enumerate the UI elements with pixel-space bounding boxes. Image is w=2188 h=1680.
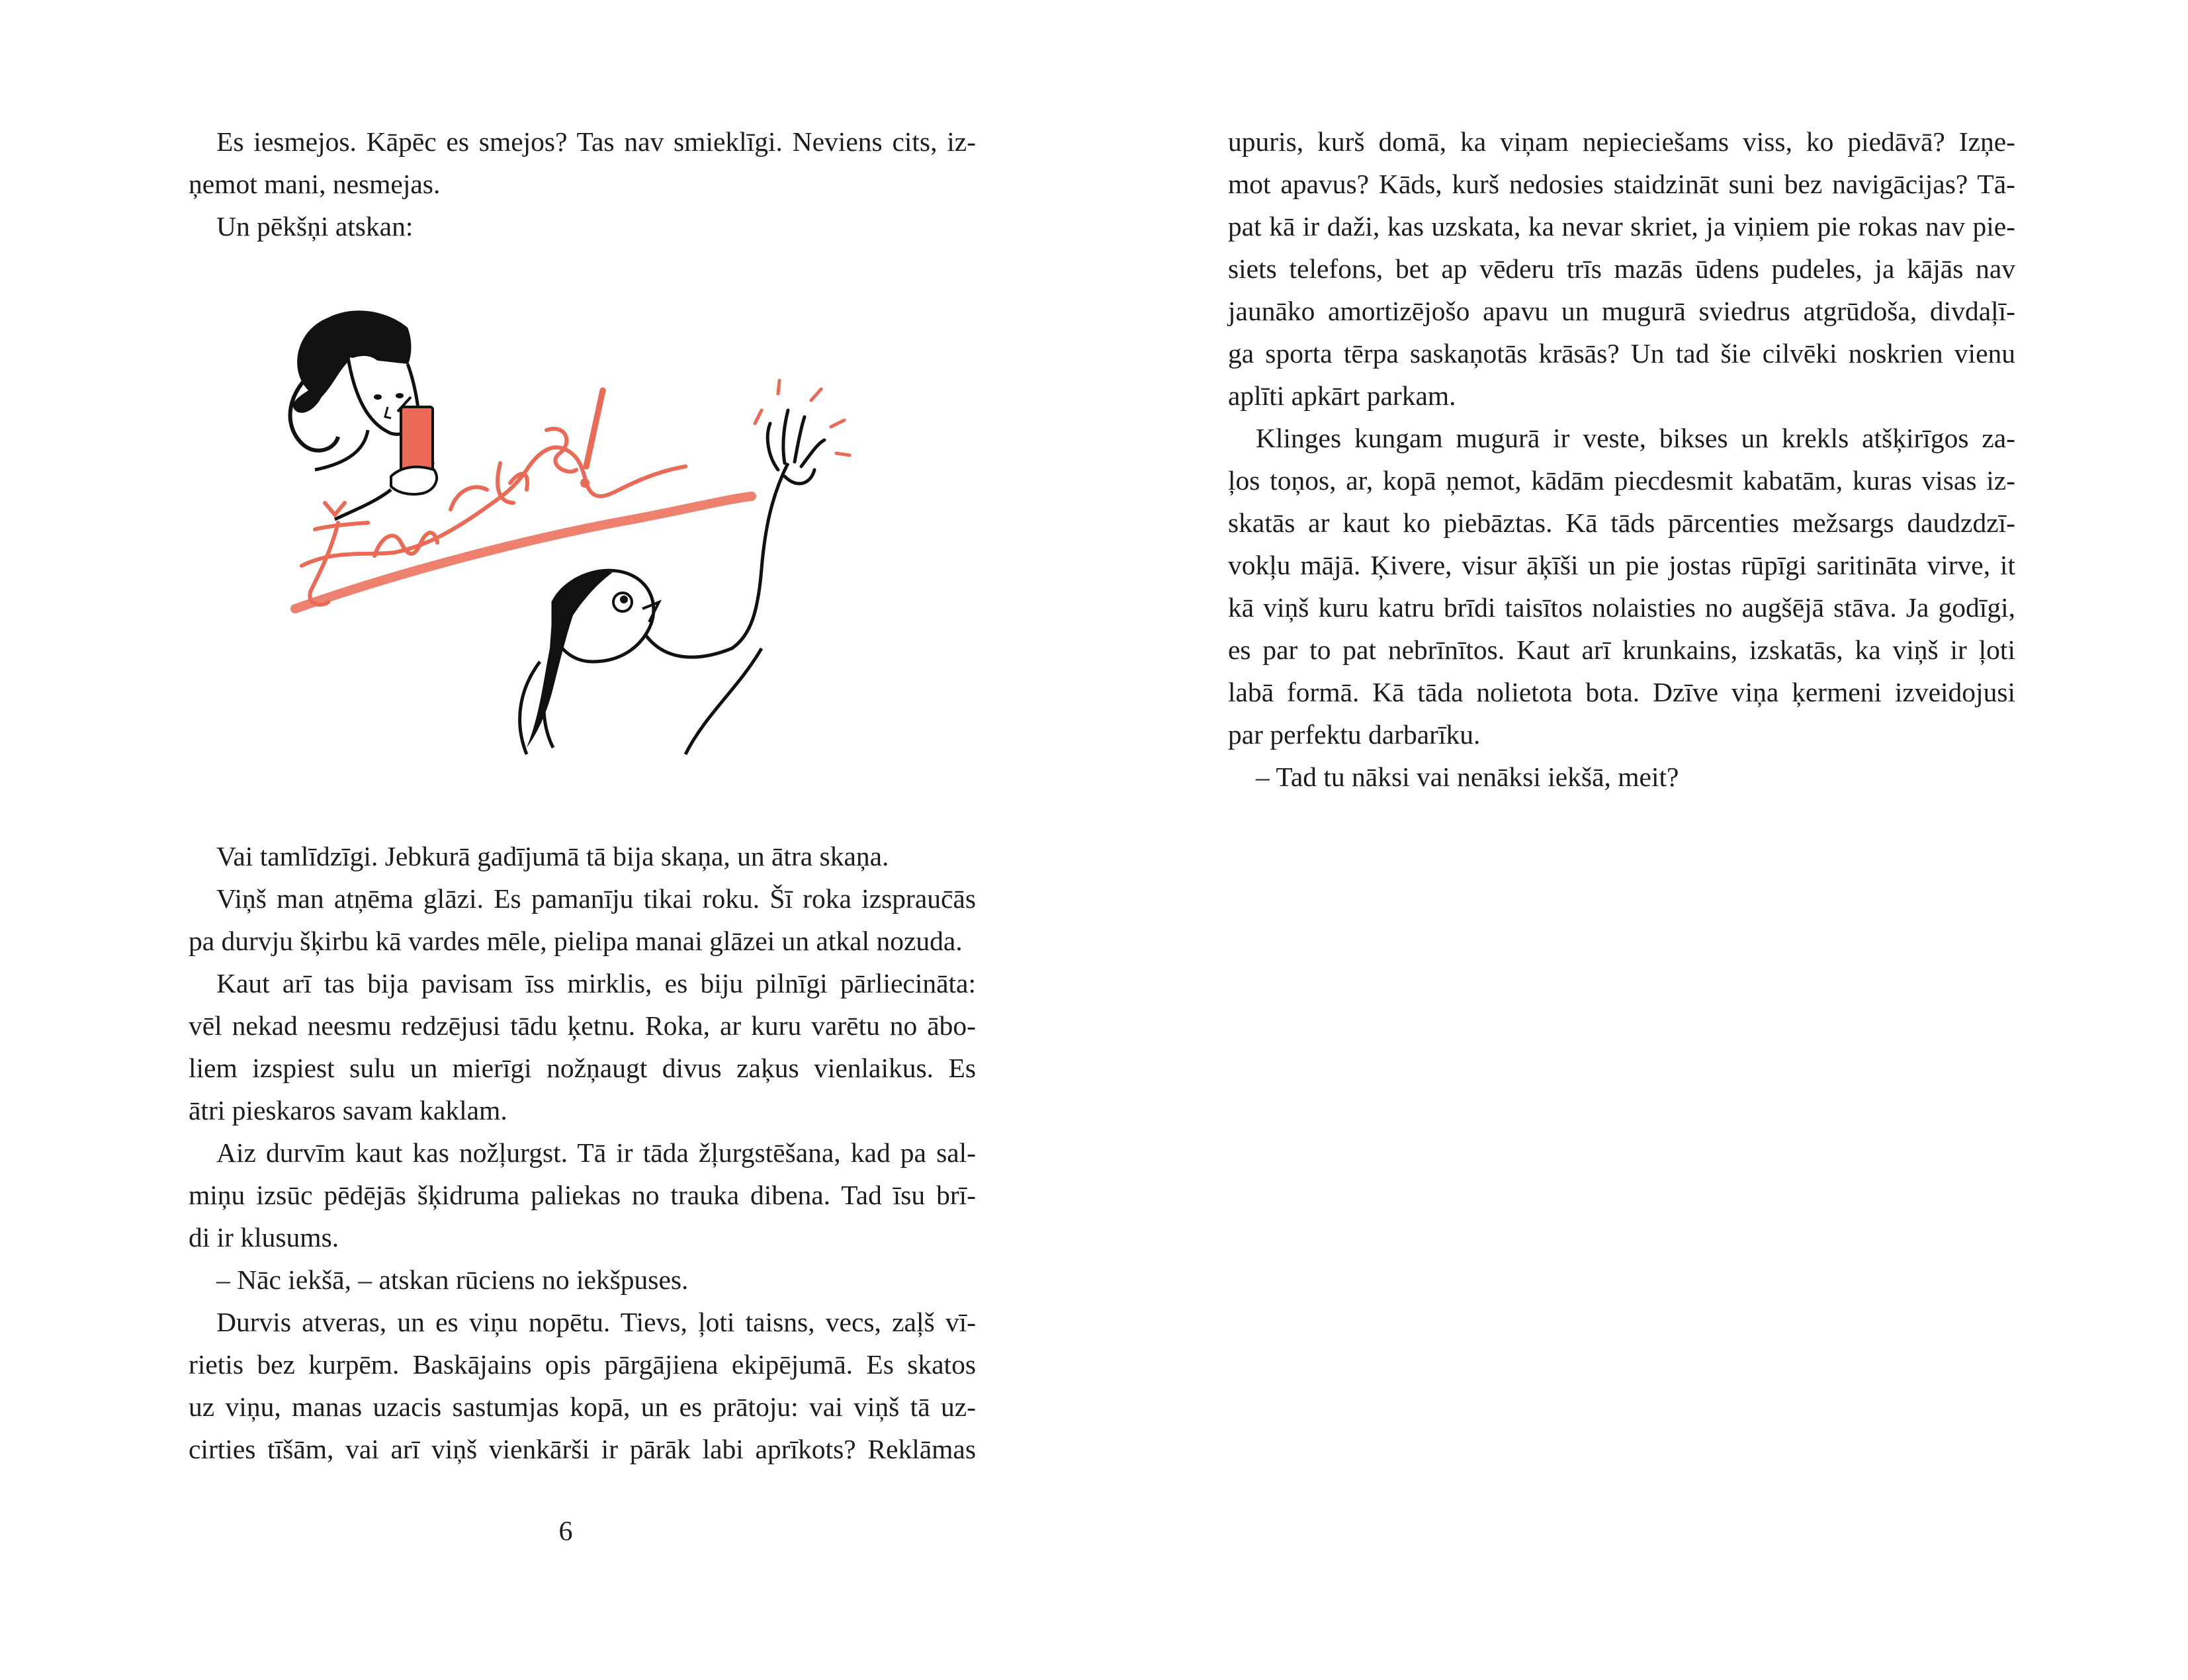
text-line: liem izspiest sulu un mierīgi nožņaugt divus zaķus vienlaikus. Es	[189, 1053, 976, 1083]
girl-reaching-figure	[520, 380, 850, 754]
text-line: upuris, kurš domā, ka viņam nepieciešams viss, ko piedāvā? Izņe-	[1228, 126, 2015, 157]
text-line: ātri pieskaros savam kaklam.	[189, 1095, 507, 1126]
text-line: Aiz durvīm kaut kas nožļurgst. Tā ir tāda žļurgstēšana, kad pa sal-	[216, 1137, 976, 1168]
text-line: siets telefons, bet ap vēderu trīs mazās ūdens pudeles, ja kājās nav	[1228, 253, 2015, 284]
text-line: Viņš man atņēma glāzi. Es pamanīju tikai roku. Šī roka izsprauc̄ās	[216, 883, 976, 914]
text-line: – Nāc iekšā, – atskan rūciens no iekšpuses.	[216, 1264, 689, 1295]
text-line: rietis bez kurpēm. Baskājains opis pārgājiena ekipējumā. Es skatos	[189, 1349, 976, 1380]
text-line: miņu izsūc pēdējās šķidruma paliekas no trauka dibena. Tad īsu brī-	[189, 1180, 976, 1210]
text-line: ga sporta tērpa saskaņotās krāsās? Un tad šie cilvēki noskrien vienu	[1228, 338, 2015, 369]
text-line: pa durvju šķirbu kā vardes mēle, pielipa manai glāzei un atkal nozuda.	[189, 926, 963, 956]
text-line: es par to pat nebrīnītos. Kaut arī krunkains, izskatās, ka viņš ir ļoti	[1228, 635, 2015, 665]
left-top-text	[189, 120, 976, 247]
text-line: par perfektu darbarīku.	[1228, 719, 1481, 750]
text-line: ļos toņos, ar, kopā ņemot, kādām piecdesmit kabatām, kuras visas iz-	[1228, 465, 2015, 496]
text-line: Un pēkšņi atskan:	[216, 211, 414, 242]
text-line: Es iesmejos. Kāpēc es smejos? Tas nav smieklīgi. Neviens cits, iz-	[216, 126, 976, 157]
text-line: ņemot mani, nesmejas.	[189, 169, 441, 199]
text-line: mot apavus? Kāds, kurš nedosies staidzināt suni bez navigācijas? Tā-	[1228, 169, 2015, 199]
text-line: vokļu mājā. Ķivere, visur āķīši un pie jostas rūpīgi saritināta virve, it	[1228, 550, 2015, 580]
right-page	[1094, 0, 2188, 1680]
text-line: vēl nekad neesmu redzējusi tādu ķetnu. Roka, ar kuru varētu no ābo-	[189, 1010, 976, 1041]
page-number: 6	[558, 1517, 573, 1547]
left-bottom-text	[189, 835, 976, 1470]
right-text	[1228, 120, 2015, 798]
illustration	[275, 291, 912, 807]
text-line: skatās ar kaut ko piebāztas. Kā tāds pārcenties mežsargs daudzdzī-	[1228, 508, 2015, 538]
text-line: labā formā. Kā tāda nolietota bota. Dzīve viņa ķermeni izveidojusi	[1228, 677, 2015, 707]
text-line: kā viņš kuru katru brīdi taisītos nolaisties no augšējā stāva. Ja godīgi,	[1228, 592, 2015, 623]
text-line: Durvis atveras, un es viņu nopētu. Tievs, ļoti taisns, vecs, zaļš vī-	[216, 1307, 976, 1337]
text-line: Vai tamlīdzīgi. Jebkurā gadījumā tā bija skaņa, un ātra skaņa.	[216, 841, 889, 871]
text-line: jaunāko amortizējošo apavu un mugurā sviedrus atgrūdoša, divdaļī-	[1228, 296, 2015, 326]
text-line: cirties tīšām, vai arī viņš vienkārši ir pārāk labi aprīkots? Reklāmas	[189, 1434, 976, 1464]
text-line: Kaut arī tas bija pavisam īss mirklis, es biju pilnīgi pārliecināta:	[216, 968, 976, 998]
text-line: di ir klusums.	[189, 1222, 339, 1253]
text-line: uz viņu, manas uzacis sastumjas kopā, un es prātoju: vai viņš tā uz-	[189, 1392, 976, 1422]
text-line: pat kā ir daži, kas uzskata, ka nevar skriet, ja viņiem pie rokas nav pie-	[1228, 211, 2015, 242]
girl-drinking-figure	[290, 310, 437, 519]
text-line: – Tad tu nāksi vai nenāksi iekšā, meit?	[1256, 762, 1679, 792]
text-line: Klinges kungam mugurā ir veste, bikses un krekls atšķirīgos za-	[1256, 423, 2015, 453]
text-line: aplīti apkārt parkam.	[1228, 380, 1456, 411]
